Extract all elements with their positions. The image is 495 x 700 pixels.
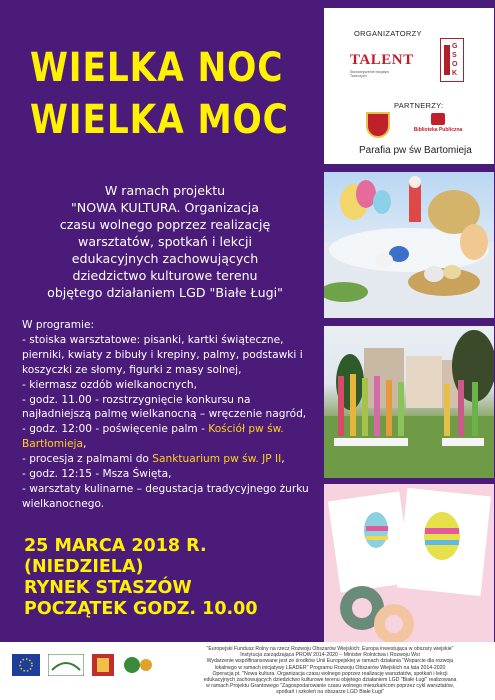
program-item-blessing: [22, 422, 318, 452]
program-item: - godz. 12:15 - Msza Święta,: [22, 468, 172, 481]
event-day: (NIEDZIELA): [24, 557, 144, 577]
coat-of-arms-icon: [366, 112, 390, 138]
funding-line: Operacja pt. "Nowa kultura. Organizacja czasu wolnego poprzez realizację warsztatów, spotkań i lekcji: [212, 670, 448, 677]
intro-line: dziedzictwo kulturowe terenu: [72, 268, 258, 283]
project-intro: [20, 182, 310, 301]
program-heading: W programie:: [22, 319, 95, 331]
program-item-procession: [22, 452, 318, 467]
photo-easter-cards: [324, 484, 494, 642]
event-start-time: POCZĄTEK GODZ. 10.00: [24, 599, 258, 619]
organizers-partners-box: [324, 8, 494, 164]
intro-line: "NOWA KULTURA. Organizacja: [70, 200, 259, 215]
talent-logo: [350, 51, 414, 78]
funding-line: lokalnego w ramach inicjatywy LEADER" Programu Rozwoju Obszarów Wiejskich na lata 2014-2020: [214, 664, 446, 671]
easter-crafts-illustration: [324, 172, 494, 318]
book-icon: [431, 113, 445, 125]
church-highlight: Kościół pw św. Bartłomieja: [22, 423, 284, 451]
organizers-label: ORGANIZATORZY: [354, 29, 422, 38]
funding-line: Wydarzenie współfinansowane jest ze środków Unii Europejskiej w ramach działania "Wsparcie dla rozwoju: [206, 658, 454, 665]
easter-cards-illustration: [324, 484, 494, 642]
flyer-title: [30, 42, 289, 146]
gsok-logo: [440, 38, 464, 82]
gsok-logo-text: G S O K: [452, 43, 458, 77]
title-line-1: WIELKA NOC: [30, 45, 284, 91]
intro-line: warsztatów, spotkań i lekcji: [78, 234, 252, 249]
library-logo-text: Biblioteka Publiczna: [413, 127, 463, 133]
intro-line: edukacyjnych zachowujących: [71, 251, 259, 266]
program-item: - warsztaty kulinarne – degustacja tradycyjnego żurku wielkanocnego.: [22, 482, 309, 510]
photo-easter-crafts: [324, 172, 494, 318]
title-line-2: WIELKA MOC: [30, 97, 289, 143]
partners-label: PARTNERZY:: [394, 101, 444, 110]
intro-line: czasu wolnego poprzez realizację: [59, 217, 271, 232]
prow-logo-icon: [122, 654, 158, 676]
eu-flag-icon: [12, 654, 40, 676]
program-list: [22, 318, 318, 512]
leader-logo-icon: [48, 654, 84, 676]
talent-logo-subtitle: Stowarzyszenie Inicjatyw Twórczych: [350, 70, 389, 78]
funding-line: w ramach Projektu Grantowego "Zagospodarowanie czasu wolnego mieszkańcom poprzez cykl warsztatów,: [206, 683, 454, 690]
parish-name: Parafia pw św Bartomieja: [359, 145, 472, 156]
lgd-biale-lugi-icon: [92, 654, 114, 676]
funding-line: "Europejski Fundusz Rolny na rzecz Rozwoju Obszarów Wiejskich: Europa inwestująca w obszary wiejskie": [206, 646, 454, 652]
program-item-text: - procesja z palmami do: [22, 453, 153, 466]
event-date: 25 MARCA 2018 R.: [24, 536, 207, 556]
event-details: [24, 536, 314, 620]
intro-line: objętego działaniem LGD "Białe Ługi": [47, 285, 283, 300]
photo-easter-palms: [324, 326, 494, 478]
program-item: - godz. 11.00 - rozstrzygnięcie konkursu na najładniejszą palmę wielkanocną – wręczenie nagród,: [22, 393, 307, 421]
sanctuary-highlight: Sanktuarium pw św. JP II: [152, 453, 282, 466]
program-item-punct: ,: [82, 438, 87, 451]
funding-line: edukacyjnych zachowujących dziedzictwo kulturowe terenu objętego działaniem LGD "Białe Ługi" realizowana: [203, 677, 457, 684]
intro-line: W ramach projektu: [104, 183, 226, 198]
event-place: RYNEK STASZÓW: [24, 578, 192, 598]
program-item: - kiermasz ozdób wielkanocnych,: [22, 378, 197, 391]
easter-palms-illustration: [324, 326, 494, 478]
program-item-text: - godz. 12:00 - poświęcenie palm -: [22, 423, 209, 436]
footer-funding-bar: [0, 642, 495, 700]
funding-text: [170, 646, 490, 696]
column-icon: [444, 45, 450, 75]
talent-logo-text: TALENT: [350, 52, 414, 68]
library-logo: [408, 113, 468, 139]
program-item: - stoiska warsztatowe: pisanki, kartki świąteczne, pierniki, kwiaty z bibuły i krepiny, palmy, podstawki i koszyczki ze słomy, figurki z masy solnej,: [22, 333, 303, 376]
funding-line: spotkań i szkoleń na obszarze LGD Białe Ługi": [276, 689, 384, 696]
program-item-punct: ,: [281, 453, 285, 466]
funding-line: Instytucja zarządzająca PROW 2014-2020 – Minister Rolnictwa i Rozwoju Wsi: [240, 652, 420, 659]
